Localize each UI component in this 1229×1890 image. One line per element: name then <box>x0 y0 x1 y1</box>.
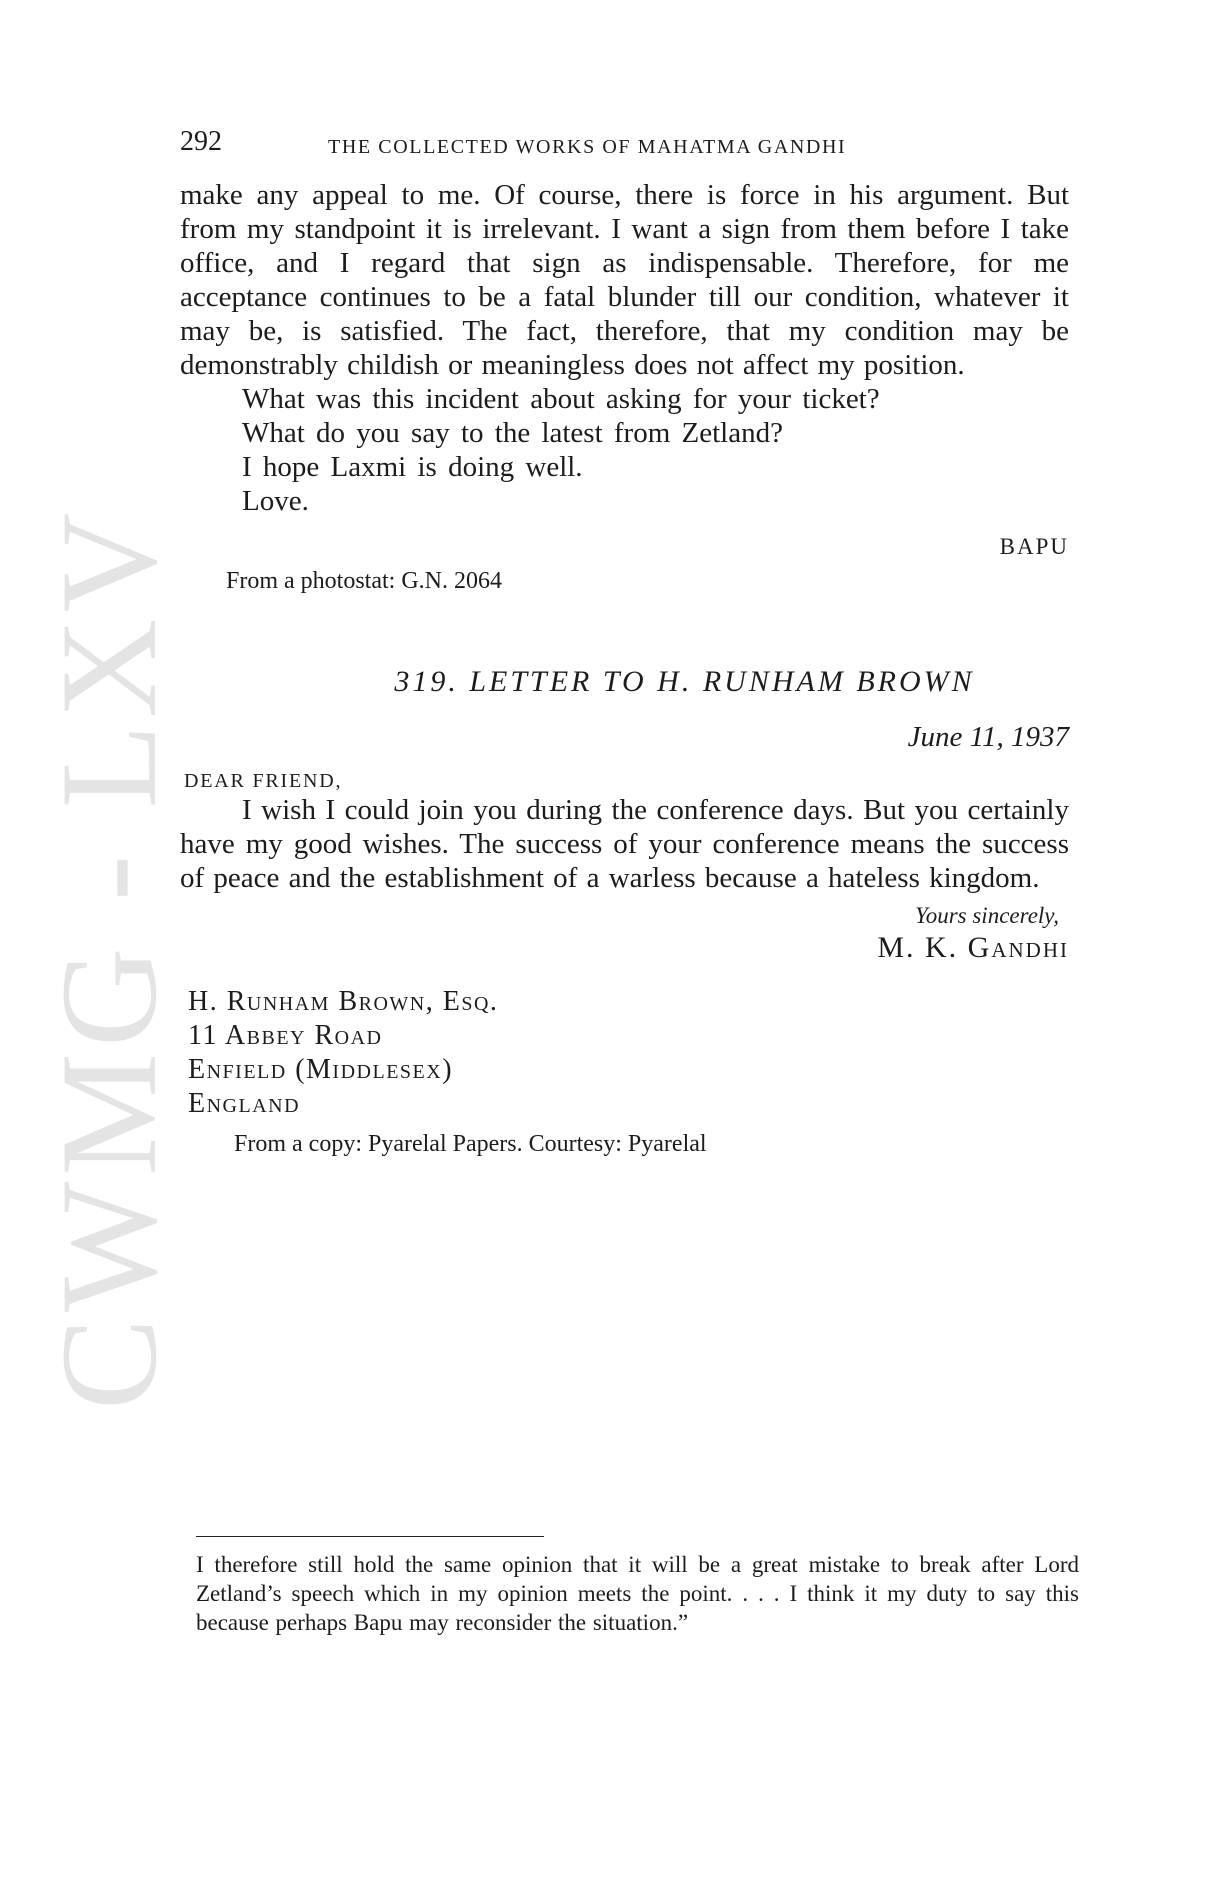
running-head <box>180 126 1069 166</box>
letter-salutation: DEAR FRIEND, <box>184 770 343 792</box>
previous-letter-signature: BAPU <box>999 534 1069 559</box>
footnote-divider <box>196 1536 544 1537</box>
address-line: 11 Abbey Road <box>188 1020 383 1051</box>
address-line: H. Runham Brown, Esq. <box>188 986 499 1017</box>
letter-source: From a copy: Pyarelal Papers. Courtesy: Pyarelal <box>234 1131 707 1157</box>
watermark: CWMG - LXV <box>32 506 185 1410</box>
previous-letter-line: What was this incident about asking for your ticket? <box>242 383 880 415</box>
footnote-text: I therefore still hold the same opinion that it will be a great mistake to break after Lord Zetland’s speech which in my opinion meets the point. . . . I think it my duty to say this because perhaps Bapu may reconsider the situation.” <box>196 1552 1079 1635</box>
previous-letter-line: What do you say to the latest from Zetland? <box>242 417 783 449</box>
letter-signature: M. K. Gandhi <box>877 931 1069 964</box>
previous-letter-paragraph: make any appeal to me. Of course, there is force in his argument. But from my standpoint it is irrelevant. I want a sign from them before I take office, and I regard that sign as indispensable. Therefore, for me acceptance continues to be a fatal blunder till our condition, whatever it may be, is satisfied. The fact, therefore, that my condition may be demonstrably childish or meaningless does not affect my position. <box>180 179 1069 381</box>
letter-body: I wish I could join you during the conference days. But you certainly have my good wishes. The success of your conference means the success of peace and the establishment of a warless because a hateless kingdom. <box>180 794 1069 894</box>
address-line: Enfield (Middlesex) <box>188 1054 454 1085</box>
letter-date: June 11, 1937 <box>907 721 1069 753</box>
page-number: 292 <box>180 126 222 157</box>
previous-letter-line: I hope Laxmi is doing well. <box>242 451 583 483</box>
address-line: England <box>188 1088 301 1119</box>
previous-letter-source: From a photostat: G.N. 2064 <box>226 568 502 594</box>
previous-letter-line: Love. <box>242 485 309 517</box>
letter-closing: Yours sincerely, <box>915 903 1059 928</box>
recipient-address <box>180 985 1069 1121</box>
letter-heading: 319. LETTER TO H. RUNHAM BROWN <box>394 665 975 698</box>
running-title: THE COLLECTED WORKS OF MAHATMA GANDHI <box>328 136 847 158</box>
page-content <box>180 126 1069 1158</box>
